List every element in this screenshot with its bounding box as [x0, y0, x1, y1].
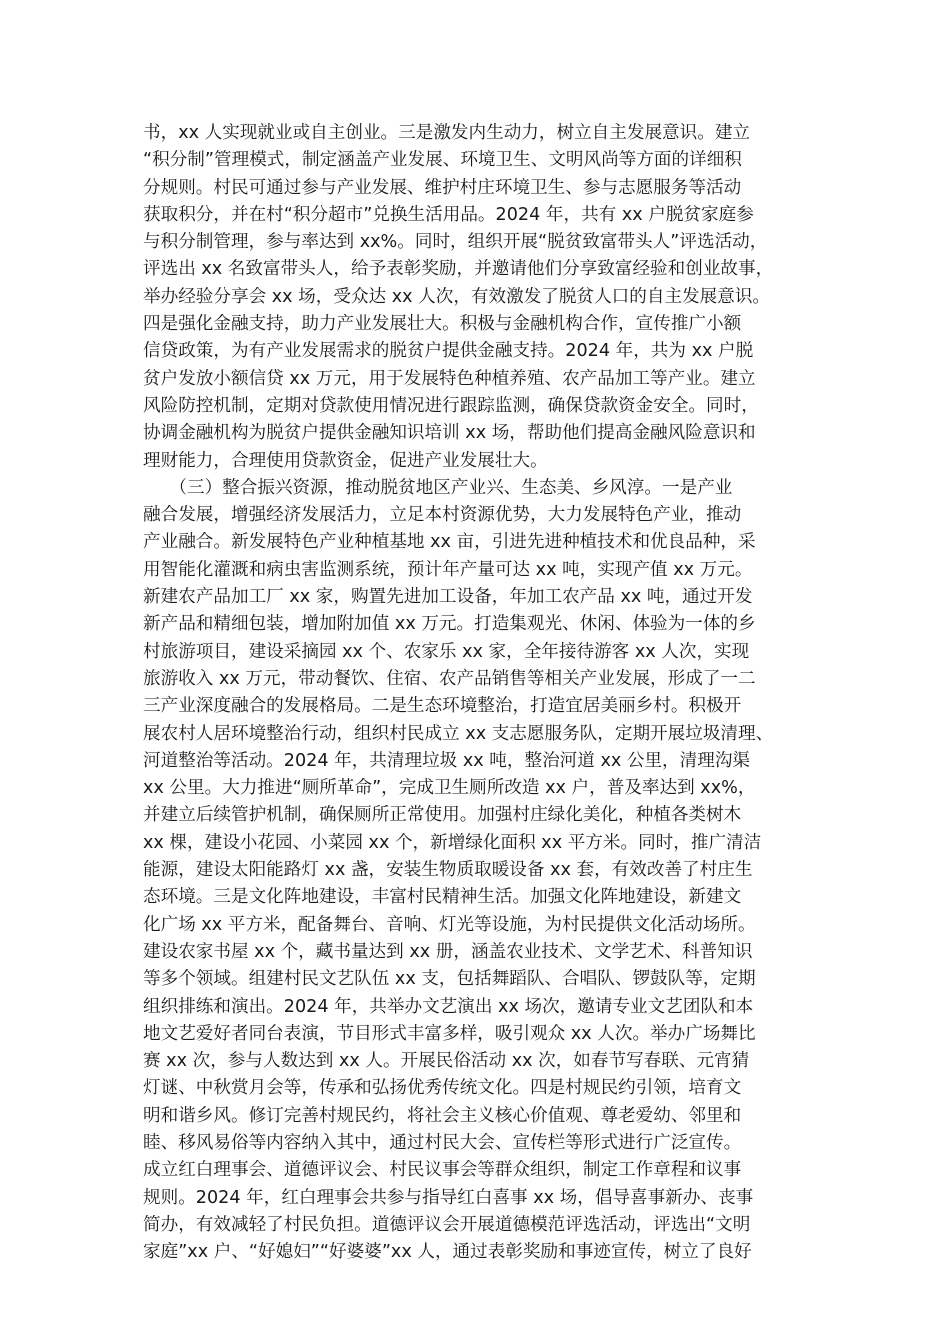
- text-line: 旅游收入 xx 万元，带动餐饮、住宿、农产品销售等相关产业发展，形成了一二: [143, 668, 756, 689]
- text-line: 新建农产品加工厂 xx 家，购置先进加工设备，年加工农产品 xx 吨，通过开发: [143, 587, 753, 608]
- text-line: “积分制”管理模式，制定涵盖产业发展、环境卫生、文明风尚等方面的详细积: [143, 150, 742, 171]
- text-line: 书，xx 人实现就业或自主创业。三是激发内生动力，树立自主发展意识。建立: [143, 123, 751, 143]
- text-line: xx 公里。大力推进“厕所革命”，完成卫生厕所改造 xx 户，普及率达到 xx%，: [143, 778, 756, 799]
- text-line: 家庭”xx 户、“好媳妇”“好婆婆”xx 人，通过表彰奖励和事迹宣传，树立了良好: [143, 1242, 752, 1263]
- text-line: 睦、移风易俗等内容纳入其中，通过村民大会、宣传栏等形式进行广泛宣传。: [143, 1132, 742, 1153]
- text-line: 等多个领域。组建村民文艺队伍 xx 支，包括舞蹈队、合唱队、锣鼓队等，定期: [143, 969, 756, 990]
- text-line: 新产品和精细包装，增加附加值 xx 万元。打造集观光、休闲、体验为一体的乡: [143, 614, 756, 635]
- text-line: 信贷政策，为有产业发展需求的脱贫户提供金融支持。2024 年，共为 xx 户脱: [143, 341, 754, 362]
- text-line: 获取积分，并在村“积分超市”兑换生活用品。2024 年，共有 xx 户脱贫家庭参: [143, 204, 754, 225]
- text-line: 与积分制管理，参与率达到 xx%。同时，组织开展“脱贫致富带头人”评选活动，: [143, 232, 768, 253]
- text-line: 灯谜、中秋赏月会等，传承和弘扬优秀传统文化。四是村规民约引领，培育文: [143, 1078, 742, 1099]
- text-line: 简办，有效减轻了村民负担。道德评议会开展道德模范评选活动，评选出“文明: [143, 1214, 751, 1235]
- text-line: 风险防控机制，定期对贷款使用情况进行跟踪监测，确保贷款资金安全。同时，: [143, 395, 759, 416]
- text-line: 三产业深度融合的发展格局。二是生态环境整治，打造宜居美丽乡村。积极开: [143, 696, 742, 717]
- text-line: （三）整合振兴资源，推动脱贫地区产业兴、生态美、乡风淳。一是产业: [143, 477, 733, 498]
- text-line: 建设农家书屋 xx 个，藏书量达到 xx 册，涵盖农业技术、文学艺术、科普知识: [143, 941, 753, 962]
- text-line: 组织排练和演出。2024 年，共举办文艺演出 xx 场次，邀请专业文艺团队和本: [143, 996, 754, 1017]
- text-line: 协调金融机构为脱贫户提供金融知识培训 xx 场，帮助他们提高金融风险意识和: [143, 423, 756, 444]
- text-line: 规则。2024 年，红白理事会共参与指导红白喜事 xx 场，倡导喜事新办、丧事: [143, 1187, 754, 1208]
- text-line: xx 棵，建设小花园、小菜园 xx 个，新增绿化面积 xx 平方米。同时，推广清洁: [143, 832, 762, 853]
- text-line: 用智能化灌溉和病虫害监测系统，预计年产量可达 xx 吨，实现产值 xx 万元。: [143, 559, 753, 580]
- text-line: 化广场 xx 平方米，配备舞台、音响、灯光等设施，为村民提供文化活动场所。: [143, 914, 756, 935]
- text-line: 赛 xx 次，参与人数达到 xx 人。开展民俗活动 xx 次，如春节写春联、元宵猜: [143, 1051, 750, 1072]
- text-line: 理财能力，合理使用贷款资金，促进产业发展壮大。: [143, 450, 548, 471]
- text-line: 村旅游项目，建设采摘园 xx 个、农家乐 xx 家，全年接待游客 xx 人次，实现: [143, 641, 750, 662]
- text-line: 产业融合。新发展特色产业种植基地 xx 亩，引进先进种植技术和优良品种，采: [143, 532, 756, 553]
- body-text: [143, 120, 833, 1266]
- text-line: 融合发展，增强经济发展活力，立足本村资源优势，大力发展特色产业，推动: [143, 505, 742, 526]
- text-line: 举办经验分享会 xx 场，受众达 xx 人次，有效激发了脱贫人口的自主发展意识。: [143, 286, 771, 307]
- text-line: 分规则。村民可通过参与产业发展、维护村庄环境卫生、参与志愿服务等活动: [143, 177, 742, 198]
- text-line: 地文艺爱好者同台表演，节目形式丰富多样，吸引观众 xx 人次。举办广场舞比: [143, 1023, 756, 1044]
- text-line: 河道整治等活动。2024 年，共清理垃圾 xx 吨，整治河道 xx 公里，清理沟渠: [143, 750, 751, 771]
- text-line: 贫户发放小额信贷 xx 万元，用于发展特色种植养殖、农产品加工等产业。建立: [143, 368, 756, 389]
- text-line: 四是强化金融支持，助力产业发展壮大。积极与金融机构合作，宣传推广小额: [143, 314, 742, 335]
- text-line: 态环境。三是文化阵地建设，丰富村民精神生活。加强文化阵地建设，新建文: [143, 887, 742, 908]
- text-line: 评选出 xx 名致富带头人，给予表彰奖励，并邀请他们分享致富经验和创业故事，: [143, 259, 774, 280]
- text-line: 明和谐乡风。修订完善村规民约，将社会主义核心价值观、尊老爱幼、邻里和: [143, 1105, 742, 1126]
- text-line: 成立红白理事会、道德评议会、村民议事会等群众组织，制定工作章程和议事: [143, 1160, 742, 1181]
- text-line: 并建立后续管护机制，确保厕所正常使用。加强村庄绿化美化，种植各类树木: [143, 805, 742, 826]
- text-line: 展农村人居环境整治行动，组织村民成立 xx 支志愿服务队，定期开展垃圾清理、: [143, 723, 774, 744]
- text-line: 能源，建设太阳能路灯 xx 盏，安装生物质取暖设备 xx 套，有效改善了村庄生: [143, 860, 753, 881]
